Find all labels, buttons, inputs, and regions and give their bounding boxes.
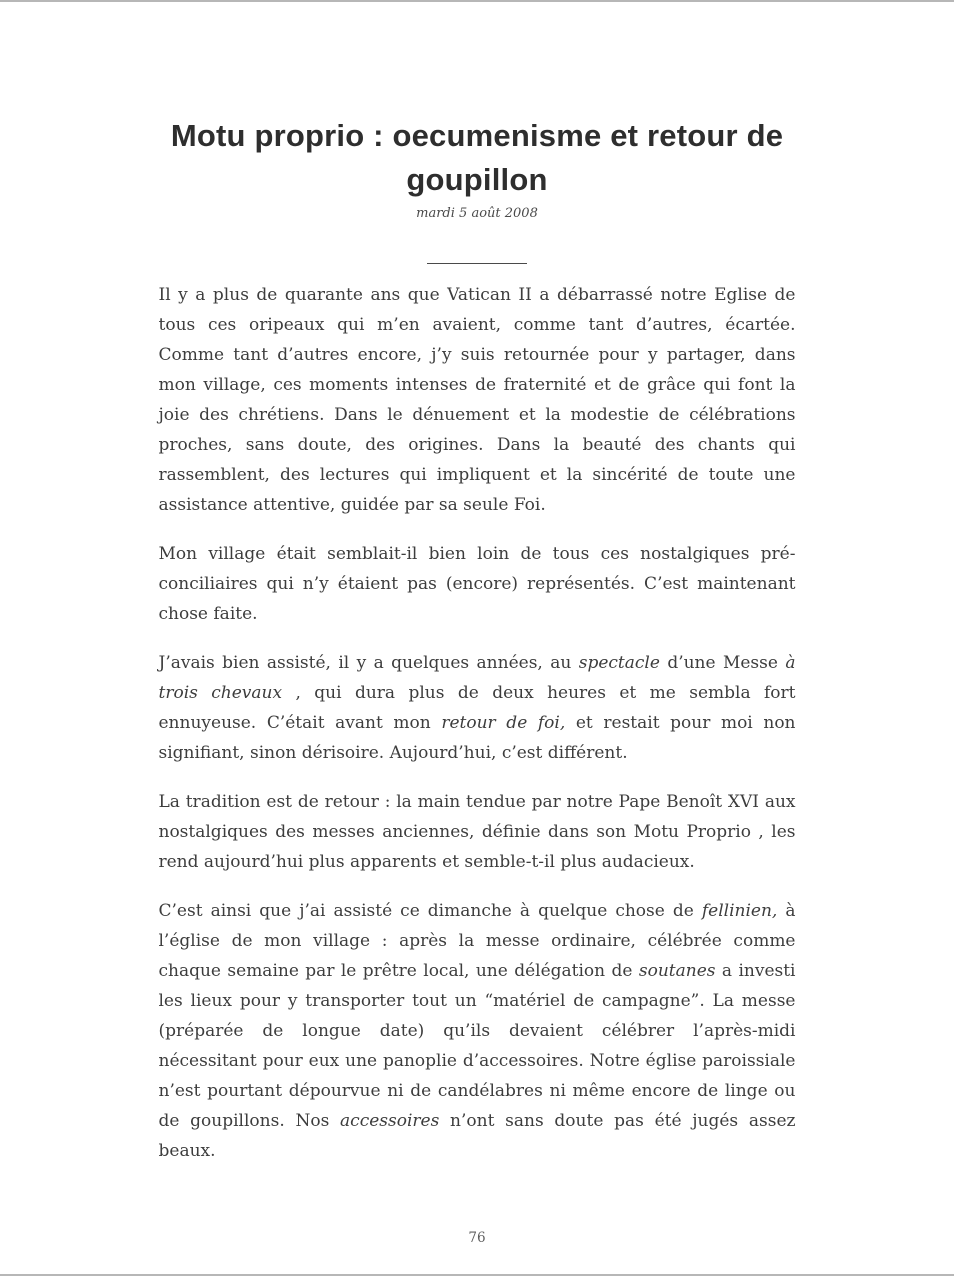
page-number: 76 [468,1230,486,1246]
paragraph [159,648,796,768]
paragraph-segment: La tradition est de retour : la main tendue par notre Pape Benoît XVI aux nostalgiques des messes anciennes, définie dans son Motu Proprio , les rend aujourd’hui plus apparents et semble-t-il plus audacieux. [158,792,796,872]
title-divider [427,263,527,264]
article [159,280,796,1166]
paragraph [159,896,796,1166]
paragraph-segment-italic: soutanes [638,961,716,981]
paragraph-segment-italic: spectacle [578,653,660,673]
paragraph-segment-italic: accessoires [340,1111,440,1131]
paragraph-segment: J’avais bien assisté, il y a quelques années, au [158,653,579,673]
paragraph-segment-italic: retour de foi, [441,713,566,733]
paragraph [159,787,796,877]
paragraph [159,280,796,520]
paragraph-segment: d’une Messe [659,653,786,673]
paragraph-segment: Mon village était semblait-il bien loin de tous ces nostalgiques pré-conciliaires qui n’y étaient pas (encore) représentés. C’est maintenant chose faite. [158,544,796,624]
paragraph-segment: n’ont sans doute pas été jugés assez beaux. [158,1111,796,1161]
paragraph-segment: a investi les lieux pour y transporter tout un “matériel de campagne”. La messe (préparée de longue date) qu’ils devaient célébrer l’après-midi nécessitant pour eux une panoplie d’accessoires. Notre église paroissiale n’est pourtant dépourvue ni de candélabres ni même encore de linge ou de goupillons. Nos [158,961,796,1131]
paragraph-segment: et restait pour moi non signifiant, sinon dérisoire. Aujourd’hui, c’est différent. [158,713,796,763]
paragraph-segment: , qui dura plus de deux heures et me sembla fort ennuyeuse. C’était avant mon [158,683,796,733]
paragraph-segment: à l’église de mon village : après la messe ordinaire, célébrée comme chaque semaine par le prêtre local, une délégation de [158,901,796,981]
paragraph-segment: Il y a plus de quarante ans que Vatican II a débarrassé notre Eglise de tous ces oripeaux qui m’en avaient, comme tant d’autres, écartée. Comme tant d’autres encore, j’y suis retournée pour y partager, dans mon village, ces moments intenses de fraternité et de grâce qui font la joie des chrétiens. Dans le dénuement et la modestie de célébrations proches, sans doute, des origines. Dans la beauté des chants qui rassemblent, des lectures qui impliquent et la sincérité de toute une assistance attentive, guidée par sa seule Foi. [158,285,796,515]
paragraph-segment-italic: à trois chevaux [158,653,796,703]
page-date: mardi 5 août 2008 [416,206,538,221]
paragraph-segment-italic: fellinien, [701,901,778,921]
paragraph [159,539,796,629]
paragraph-segment: C’est ainsi que j’ai assisté ce dimanche à quelque chose de [158,901,702,921]
page-title: Motu proprio : oecumenisme et retour de goupillon [170,118,784,197]
